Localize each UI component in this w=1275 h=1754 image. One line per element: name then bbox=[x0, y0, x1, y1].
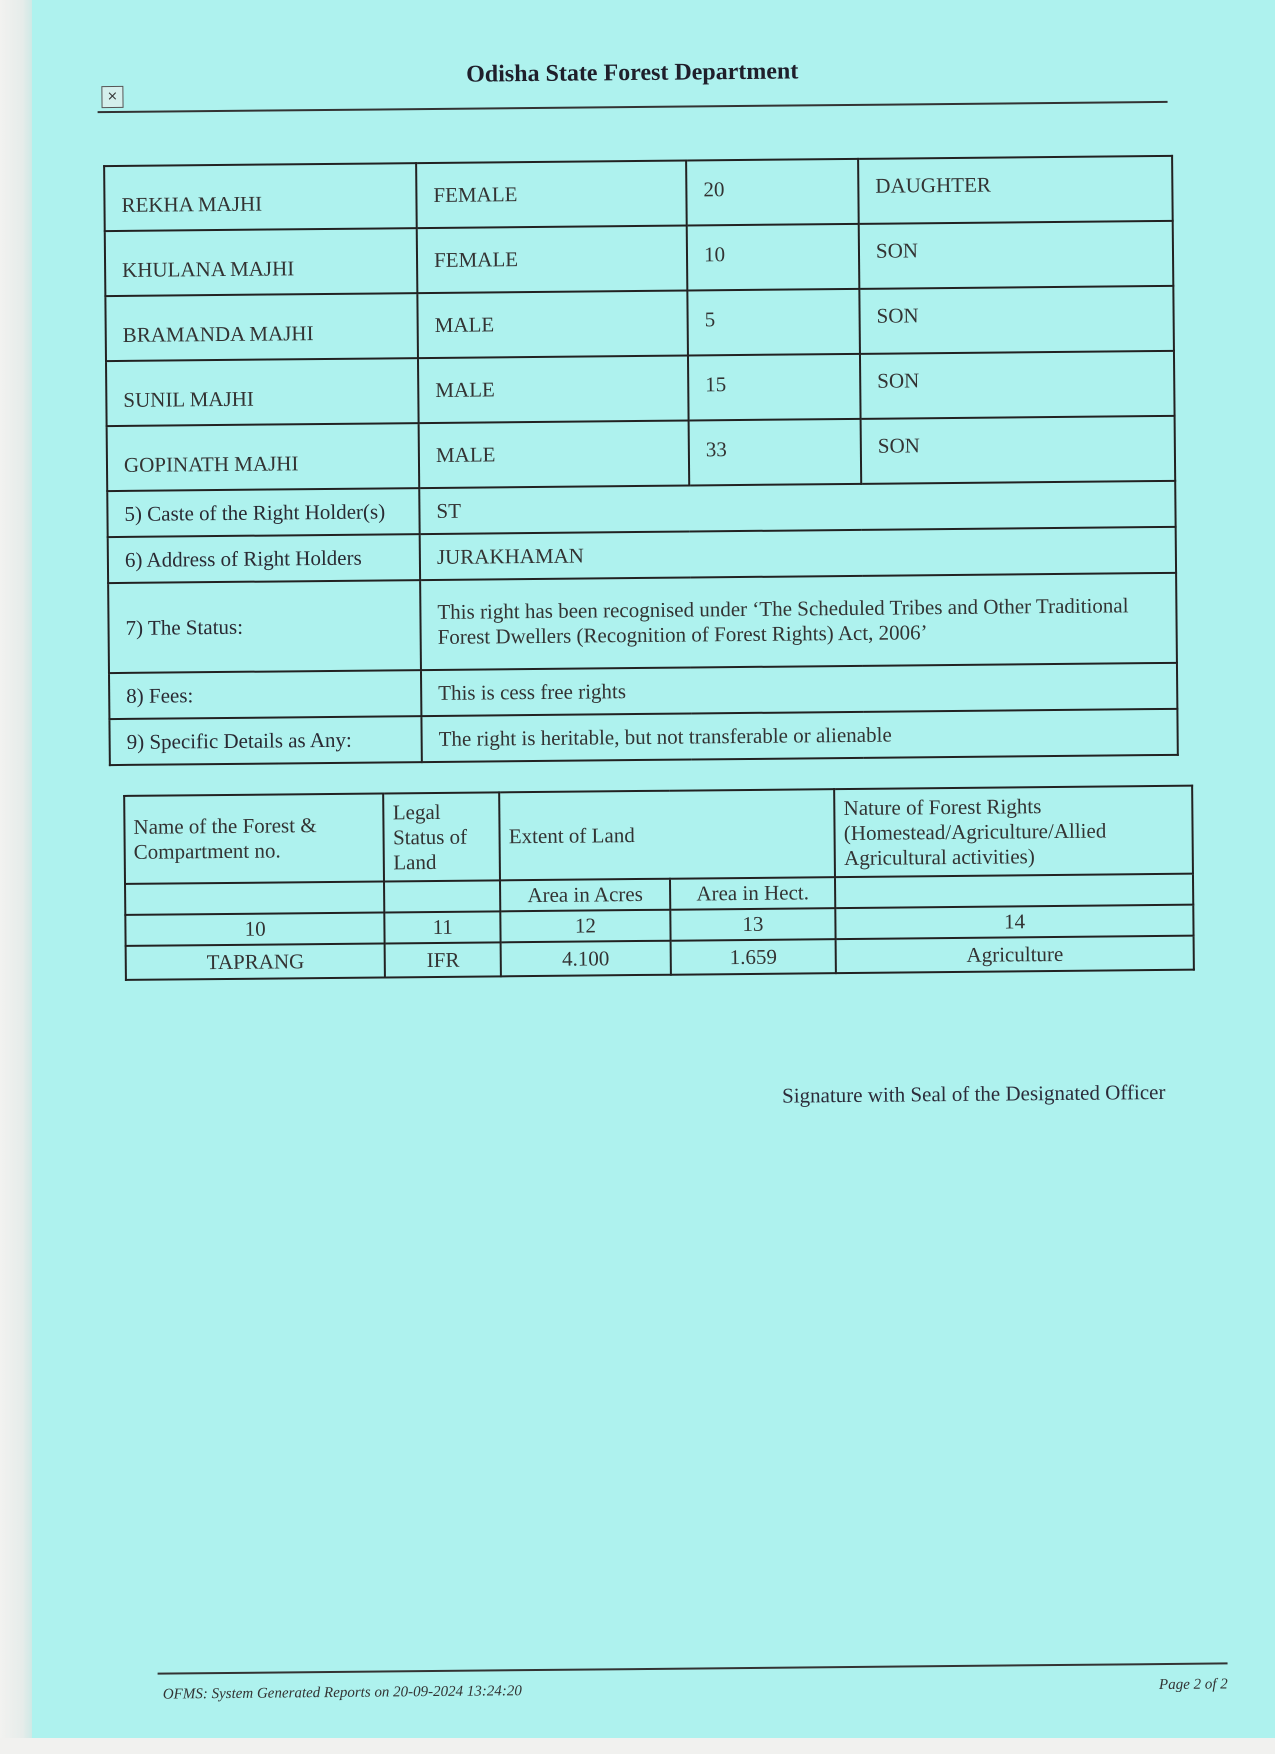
members-details-table bbox=[103, 155, 1179, 766]
status-line: Forest Dwellers (Recognition of Forest Rights) Act, 2006’ bbox=[437, 620, 928, 649]
signature-caption: Signature with Seal of the Designated Officer bbox=[781, 1079, 1166, 1108]
forest-header: Name of the Forest & Compartment no. bbox=[124, 793, 384, 883]
member-name: BRAMANDA MAJHI bbox=[105, 293, 418, 361]
member-age: 20 bbox=[686, 159, 859, 226]
member-gender: MALE bbox=[418, 356, 689, 424]
member-gender: MALE bbox=[419, 421, 690, 489]
member-gender: FEMALE bbox=[416, 161, 687, 229]
nature-of-rights: Agriculture bbox=[836, 936, 1194, 973]
close-icon[interactable]: × bbox=[101, 86, 123, 108]
area-acres: 4.100 bbox=[501, 941, 671, 977]
empty-cell bbox=[384, 880, 500, 912]
member-age: 5 bbox=[687, 289, 860, 356]
column-number: 13 bbox=[670, 908, 836, 941]
address-label: 6) Address of Right Holders bbox=[108, 534, 420, 583]
column-number: 10 bbox=[125, 912, 385, 945]
caste-value: ST bbox=[419, 481, 1175, 534]
specific-details-value: The right is heritable, but not transferable or alienable bbox=[421, 709, 1177, 762]
empty-cell bbox=[125, 881, 385, 914]
member-relation: DAUGHTER bbox=[858, 156, 1173, 224]
member-relation: SON bbox=[861, 416, 1176, 484]
table-row bbox=[105, 221, 1174, 296]
status-row bbox=[108, 573, 1177, 673]
table-row bbox=[104, 156, 1173, 231]
legal-status: IFR bbox=[385, 942, 501, 977]
caste-label: 5) Caste of the Right Holder(s) bbox=[107, 488, 419, 537]
table-row bbox=[106, 351, 1175, 426]
column-number: 12 bbox=[501, 910, 671, 943]
area-hect: 1.659 bbox=[670, 939, 836, 975]
address-value: JURAKHAMAN bbox=[420, 527, 1176, 580]
area-acres-header: Area in Acres bbox=[500, 879, 670, 912]
table-row bbox=[105, 286, 1174, 361]
member-relation: SON bbox=[860, 351, 1175, 419]
status-line: This right has been recognised under ‘The Scheduled Tribes and Other Traditional bbox=[437, 593, 1129, 624]
member-age: 15 bbox=[688, 354, 861, 421]
empty-cell bbox=[835, 874, 1193, 908]
column-number: 11 bbox=[385, 911, 501, 943]
member-gender: MALE bbox=[417, 291, 688, 359]
member-name: SUNIL MAJHI bbox=[106, 358, 419, 426]
specific-details-row bbox=[109, 709, 1177, 765]
member-age: 33 bbox=[689, 419, 862, 486]
table-row bbox=[107, 416, 1176, 491]
forest-name: TAPRANG bbox=[126, 943, 386, 979]
specific-details-label: 9) Specific Details as Any: bbox=[109, 716, 421, 765]
member-name: REKHA MAJHI bbox=[104, 163, 417, 231]
member-age: 10 bbox=[687, 224, 860, 291]
member-gender: FEMALE bbox=[417, 226, 688, 294]
header-divider bbox=[98, 101, 1168, 113]
table-row bbox=[124, 786, 1193, 884]
fees-label: 8) Fees: bbox=[109, 670, 421, 719]
member-relation: SON bbox=[859, 221, 1174, 289]
page-number: Page 2 of 2 bbox=[1158, 1676, 1228, 1694]
member-name: GOPINATH MAJHI bbox=[107, 423, 420, 491]
fees-value: This is cess free rights bbox=[421, 663, 1177, 716]
footer-divider bbox=[158, 1662, 1228, 1674]
member-relation: SON bbox=[859, 286, 1174, 354]
column-number: 14 bbox=[836, 905, 1194, 939]
area-hect-header: Area in Hect. bbox=[670, 877, 836, 910]
legal-status-header: Legal Status of Land bbox=[384, 792, 501, 881]
land-details-table bbox=[123, 785, 1195, 981]
status-value bbox=[420, 573, 1177, 670]
extent-header: Extent of Land bbox=[499, 789, 835, 880]
nature-header: Nature of Forest Rights (Homestead/Agriculture/Allied Agricultural activities) bbox=[834, 786, 1193, 877]
member-name: KHULANA MAJHI bbox=[105, 228, 418, 296]
status-label: 7) The Status: bbox=[108, 580, 421, 673]
page-title: Odisha State Forest Department bbox=[466, 58, 799, 88]
generated-timestamp: OFMS: System Generated Reports on 20-09-2024 13:24:20 bbox=[162, 1683, 522, 1703]
